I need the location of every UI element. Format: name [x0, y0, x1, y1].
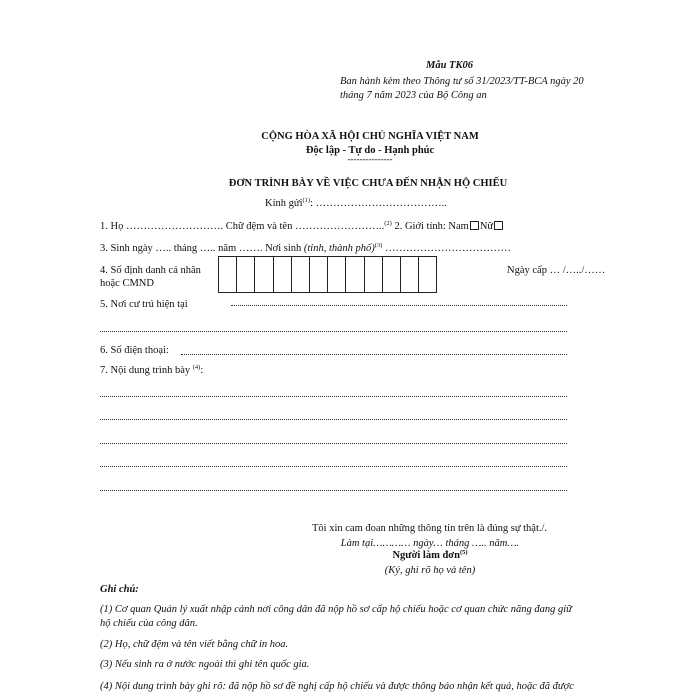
- national-title: CỘNG HÒA XÃ HỘI CHỦ NGHĨA VIỆT NAM: [261, 131, 479, 142]
- note-4-line-1: (4) Nội dung trình bày ghi rõ: đã nộp hồ sơ đề nghị cấp hộ chiếu và được thông báo nhận kết quả, hoặc đã được: [100, 681, 574, 692]
- id-digit-box[interactable]: [418, 256, 437, 293]
- content-dotted-line-2[interactable]: [100, 419, 567, 420]
- phone-dotted-line[interactable]: [181, 354, 567, 355]
- form-title: ĐƠN TRÌNH BÀY VỀ VIỆC CHƯA ĐẾN NHẬN HỘ CHIẾU: [228, 178, 508, 189]
- addressee-line: [265, 198, 447, 209]
- id-digit-box[interactable]: [273, 256, 292, 293]
- field-name[interactable]: 1. Họ ………………………. Chữ đệm và tên ……………………..: [100, 221, 385, 232]
- id-digit-box[interactable]: [236, 256, 255, 293]
- field-id-label-2: hoặc CMND: [100, 278, 154, 289]
- note-4-cutoff-line: [100, 695, 603, 700]
- field-phone-label: 6. Số điện thoại:: [100, 345, 169, 356]
- field-birth-place[interactable]: ………………………………: [384, 243, 511, 254]
- content-dotted-line-5[interactable]: [100, 490, 567, 491]
- field-id-label-1: 4. Số định danh cá nhân: [100, 265, 201, 276]
- field-name-sup: (2): [384, 220, 392, 227]
- field-id-date[interactable]: Ngày cấp … /…../……: [507, 265, 606, 276]
- signer-line: [300, 550, 560, 561]
- id-digit-box[interactable]: [291, 256, 310, 293]
- signer-sup: (5): [459, 549, 468, 556]
- male-checkbox[interactable]: [470, 221, 479, 230]
- field-birth-place-hint: (tỉnh, thành phố): [303, 243, 375, 254]
- place-date-line[interactable]: Làm tại………… ngày… tháng ….. năm….: [340, 538, 520, 549]
- residence-dotted-line-2[interactable]: [100, 331, 567, 332]
- issued-line-2: tháng 7 năm 2023 của Bộ Công an: [340, 90, 487, 101]
- residence-dotted-line-1[interactable]: [231, 305, 567, 306]
- field-birth-date[interactable]: 3. Sinh ngày ….. tháng ….. năm ……. Nơi sinh: [100, 243, 302, 254]
- field-birth-sup: (3): [374, 242, 383, 249]
- content-dotted-line-1[interactable]: [100, 396, 567, 397]
- addressee-label: Kính gửi: [265, 198, 303, 209]
- id-digit-box[interactable]: [400, 256, 419, 293]
- id-digit-box[interactable]: [327, 256, 346, 293]
- note-3: (3) Nếu sinh ra ở nước ngoài thì ghi tên quốc gia.: [100, 659, 310, 670]
- field-birth: [100, 243, 511, 254]
- motto-separator: ---------------: [347, 154, 393, 164]
- field-name-gender: [100, 221, 504, 232]
- id-digit-box[interactable]: [218, 256, 237, 293]
- id-digit-box[interactable]: [254, 256, 273, 293]
- note-1-line-2: hộ chiếu của công dân.: [100, 618, 198, 629]
- id-number-boxes[interactable]: [218, 256, 436, 293]
- field-content-label: 7. Nội dung trình bày: [100, 365, 191, 376]
- notes-heading: Ghi chú:: [100, 584, 139, 595]
- note-1-line-1: (1) Cơ quan Quản lý xuất nhập cảnh nơi công dân đã nộp hồ sơ cấp hộ chiếu hoặc cơ quan chức năng đang giữ: [100, 604, 572, 615]
- national-motto: Độc lập - Tự do - Hạnh phúc: [305, 145, 435, 156]
- issued-line-1: Ban hành kèm theo Thông tư số 31/2023/TT-BCA ngày 20: [340, 76, 584, 87]
- field-content: [100, 365, 203, 376]
- content-dotted-line-4[interactable]: [100, 466, 567, 467]
- field-content-colon: :: [200, 365, 204, 376]
- id-digit-box[interactable]: [345, 256, 364, 293]
- commitment-statement: Tôi xin cam đoan những thông tin trên là đúng sự thật./.: [312, 523, 548, 534]
- field-content-sup: (4): [192, 364, 201, 371]
- field-residence-label: 5. Nơi cư trú hiện tại: [100, 299, 188, 310]
- addressee-dots[interactable]: : ………………………………..: [310, 198, 447, 209]
- addressee-sup: (1): [302, 197, 311, 204]
- id-digit-box[interactable]: [382, 256, 401, 293]
- signer-label: Người làm đơn: [392, 550, 460, 561]
- female-checkbox[interactable]: [494, 221, 503, 230]
- content-dotted-line-3[interactable]: [100, 443, 567, 444]
- form-code: Mẫu TK06: [426, 60, 473, 71]
- female-label: Nữ: [479, 221, 494, 232]
- note-2: (2) Họ, chữ đệm và tên viết bằng chữ in hoa.: [100, 639, 289, 650]
- id-digit-box[interactable]: [364, 256, 383, 293]
- id-digit-box[interactable]: [309, 256, 328, 293]
- field-gender-label: 2. Giới tính: Nam: [394, 221, 469, 232]
- sign-note: (Ký, ghi rõ họ và tên): [384, 565, 476, 576]
